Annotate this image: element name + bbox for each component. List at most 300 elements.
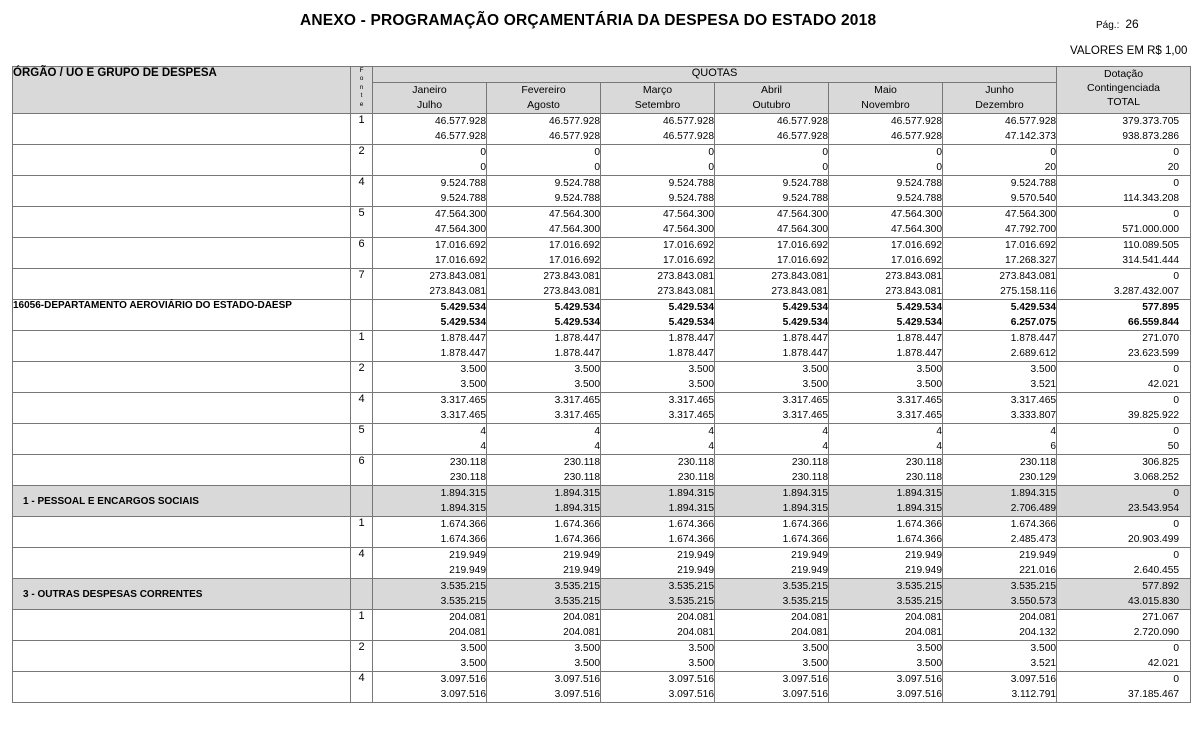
- org-cell: [13, 641, 351, 672]
- value-bottom: 3.097.516: [896, 689, 942, 700]
- value-top: 273.843.081: [543, 271, 600, 282]
- value-top: 3.097.516: [554, 674, 600, 685]
- value-top: 1.878.447: [1010, 333, 1057, 344]
- org-cell: [13, 424, 351, 455]
- value-bottom: 1.894.315: [668, 503, 714, 514]
- value-top: 3.500: [1030, 364, 1057, 375]
- value-top: 4: [1050, 426, 1057, 437]
- value-bottom: 204.081: [563, 627, 600, 638]
- value-bottom: 3.535.215: [782, 596, 828, 607]
- quota-cell: [487, 486, 601, 517]
- value-bottom: 0: [594, 162, 600, 173]
- value-top: 3.097.516: [440, 674, 486, 685]
- value-bottom: 47.564.300: [663, 224, 714, 235]
- fonte-letter: t: [360, 92, 363, 100]
- month-bottom: Dezembro: [975, 99, 1024, 111]
- value-bottom: 3.317.465: [896, 410, 942, 421]
- value-top: 0: [480, 147, 486, 158]
- quota-cell: [487, 300, 601, 331]
- quota-cell: [715, 238, 829, 269]
- fonte-row: [13, 331, 1191, 362]
- value-top: 3.500: [1030, 643, 1057, 654]
- dotacao-cell: [1057, 517, 1191, 548]
- value-top: 9.524.788: [668, 178, 714, 189]
- value-bottom: 17.268.327: [1005, 255, 1057, 266]
- month-top: Maio: [874, 84, 897, 96]
- quota-cell: [373, 114, 487, 145]
- value-top: 46.577.928: [777, 116, 828, 127]
- quota-cell: [943, 672, 1057, 703]
- value-top: 46.577.928: [891, 116, 942, 127]
- org-cell: [13, 517, 351, 548]
- fonte-cell: 1: [351, 114, 373, 145]
- value-bottom: 275.158.116: [1000, 286, 1057, 297]
- value-top: 3.500: [688, 643, 714, 654]
- value-top: 0: [1050, 147, 1057, 158]
- currency-note: VALORES EM R$ 1,00: [1070, 45, 1188, 57]
- value-bottom: 42.021: [1147, 379, 1180, 390]
- value-bottom: 47.792.700: [1005, 224, 1057, 235]
- value-bottom: 4: [708, 441, 714, 452]
- page-indicator: [1096, 17, 1139, 31]
- value-bottom: 3.550.573: [1010, 596, 1057, 607]
- value-top: 17.016.692: [663, 240, 714, 251]
- quota-cell: [943, 424, 1057, 455]
- value-bottom: 43.015.830: [1128, 596, 1180, 607]
- value-top: 219.949: [1019, 550, 1057, 561]
- quota-cell: [601, 145, 715, 176]
- quota-cell: [487, 331, 601, 362]
- month-bottom: Setembro: [634, 99, 681, 111]
- value-bottom: 1.894.315: [440, 503, 486, 514]
- quota-cell: [373, 207, 487, 238]
- quota-cell: [487, 145, 601, 176]
- quota-cell: [373, 579, 487, 610]
- value-top: 273.843.081: [657, 271, 714, 282]
- month-bottom: Agosto: [527, 99, 560, 111]
- value-top: 3.317.465: [782, 395, 828, 406]
- value-top: 3.317.465: [668, 395, 714, 406]
- quota-cell: [829, 393, 943, 424]
- quota-cell: [373, 300, 487, 331]
- month-top: Fevereiro: [521, 84, 566, 96]
- value-top: 1.674.366: [554, 519, 600, 530]
- value-bottom: 204.081: [677, 627, 714, 638]
- quota-cell: [601, 424, 715, 455]
- value-bottom: 3.500: [802, 658, 828, 669]
- quota-cell: [601, 362, 715, 393]
- value-top: 1.674.366: [1010, 519, 1057, 530]
- value-bottom: 46.577.928: [549, 131, 600, 142]
- org-cell: [13, 145, 351, 176]
- value-bottom: 114.343.208: [1123, 193, 1180, 204]
- value-top: 230.118: [563, 457, 600, 468]
- value-bottom: 1.878.447: [782, 348, 828, 359]
- fonte-letter: o: [359, 75, 364, 83]
- budget-table: [12, 66, 1191, 703]
- value-bottom: 47.564.300: [891, 224, 942, 235]
- value-bottom: 204.081: [905, 627, 942, 638]
- value-bottom: 17.016.692: [435, 255, 486, 266]
- value-top: 17.016.692: [549, 240, 600, 251]
- org-cell: [13, 238, 351, 269]
- value-bottom: 3.097.516: [440, 689, 486, 700]
- fonte-row: [13, 672, 1191, 703]
- value-top: 4: [822, 426, 828, 437]
- value-bottom: 2.720.090: [1133, 627, 1180, 638]
- value-bottom: 219.949: [449, 565, 486, 576]
- fonte-cell: 2: [351, 145, 373, 176]
- month-top: Abril: [760, 84, 782, 96]
- value-top: 1.894.315: [1010, 488, 1057, 499]
- value-bottom: 3.500: [460, 379, 486, 390]
- org-cell: [13, 455, 351, 486]
- value-top: 1.878.447: [440, 333, 486, 344]
- value-top: 4: [480, 426, 486, 437]
- quota-cell: [601, 455, 715, 486]
- dotacao-cell: [1057, 486, 1191, 517]
- page-number: 26: [1125, 17, 1139, 31]
- value-bottom: 3.112.791: [1011, 689, 1057, 700]
- value-top: 0: [1173, 674, 1180, 685]
- value-bottom: 273.843.081: [771, 286, 828, 297]
- value-bottom: 2.485.473: [1010, 534, 1057, 545]
- quota-cell: [487, 579, 601, 610]
- value-bottom: 1.878.447: [440, 348, 486, 359]
- value-top: 1.894.315: [896, 488, 942, 499]
- value-bottom: 20: [1044, 162, 1057, 173]
- value-bottom: 23.623.599: [1128, 348, 1180, 359]
- value-top: 9.524.788: [1010, 178, 1057, 189]
- fonte-letter: F: [359, 67, 364, 74]
- value-top: 219.949: [677, 550, 714, 561]
- quota-cell: [943, 362, 1057, 393]
- value-top: 204.081: [677, 612, 714, 623]
- month-column-header: [829, 83, 943, 114]
- value-bottom: 204.081: [449, 627, 486, 638]
- value-top: 230.118: [905, 457, 942, 468]
- value-top: 219.949: [905, 550, 942, 561]
- value-top: 3.500: [574, 643, 600, 654]
- value-top: 5.429.534: [554, 302, 600, 313]
- value-top: 3.535.215: [782, 581, 828, 592]
- value-bottom: 230.118: [677, 472, 714, 483]
- value-top: 1.674.366: [896, 519, 942, 530]
- value-bottom: 3.500: [460, 658, 486, 669]
- org-cell: [13, 672, 351, 703]
- org-cell: 1 - PESSOAL E ENCARGOS SOCIAIS: [13, 486, 351, 517]
- fonte-cell: 4: [351, 672, 373, 703]
- value-top: 204.081: [563, 612, 600, 623]
- quota-cell: [943, 207, 1057, 238]
- fonte-row: [13, 610, 1191, 641]
- month-bottom: Julho: [416, 99, 443, 111]
- value-bottom: 3.317.465: [782, 410, 828, 421]
- value-top: 3.500: [802, 643, 828, 654]
- group-row: [13, 579, 1191, 610]
- quota-cell: [487, 424, 601, 455]
- value-bottom: 66.559.844: [1128, 317, 1180, 328]
- value-bottom: 219.949: [563, 565, 600, 576]
- fonte-cell: 1: [351, 331, 373, 362]
- quota-cell: [487, 207, 601, 238]
- table-header-row-1: [13, 67, 1191, 83]
- value-top: 0: [1173, 519, 1180, 530]
- value-bottom: 230.129: [1019, 472, 1057, 483]
- quota-cell: [829, 455, 943, 486]
- value-bottom: 3.068.252: [1133, 472, 1180, 483]
- value-top: 577.895: [1142, 302, 1180, 313]
- value-bottom: 6: [1050, 441, 1057, 452]
- value-top: 0: [936, 147, 942, 158]
- quota-cell: [715, 114, 829, 145]
- value-bottom: 5.429.534: [440, 317, 486, 328]
- value-top: 3.097.516: [782, 674, 828, 685]
- org-cell: 16056-DEPARTAMENTO AEROVIÁRIO DO ESTADO-DAESP: [13, 300, 351, 331]
- value-bottom: 3.097.516: [668, 689, 714, 700]
- dotacao-line: TOTAL: [1107, 96, 1140, 108]
- value-top: 3.317.465: [896, 395, 942, 406]
- value-bottom: 219.949: [905, 565, 942, 576]
- value-bottom: 219.949: [791, 565, 828, 576]
- value-top: 0: [1173, 209, 1180, 220]
- quota-cell: [487, 672, 601, 703]
- value-bottom: 47.564.300: [549, 224, 600, 235]
- value-top: 273.843.081: [999, 271, 1057, 282]
- quota-cell: [373, 672, 487, 703]
- quota-cell: [601, 393, 715, 424]
- dotacao-cell: [1057, 672, 1191, 703]
- value-bottom: 9.524.788: [554, 193, 600, 204]
- fonte-cell: 5: [351, 424, 373, 455]
- value-top: 230.118: [677, 457, 714, 468]
- value-top: 0: [1173, 426, 1180, 437]
- month-column-header: [487, 83, 601, 114]
- value-bottom: 1.894.315: [554, 503, 600, 514]
- value-top: 47.564.300: [777, 209, 828, 220]
- value-bottom: 5.429.534: [782, 317, 828, 328]
- quota-cell: [829, 486, 943, 517]
- month-top: Junho: [985, 84, 1014, 96]
- value-top: 204.081: [449, 612, 486, 623]
- fonte-row: [13, 393, 1191, 424]
- quota-cell: [829, 641, 943, 672]
- value-bottom: 9.524.788: [782, 193, 828, 204]
- fonte-cell: 1: [351, 517, 373, 548]
- value-top: 3.317.465: [1010, 395, 1057, 406]
- quota-cell: [601, 641, 715, 672]
- dotacao-cell: [1057, 114, 1191, 145]
- value-top: 219.949: [449, 550, 486, 561]
- quota-cell: [829, 207, 943, 238]
- quota-cell: [829, 424, 943, 455]
- value-top: 273.843.081: [885, 271, 942, 282]
- value-top: 230.118: [1019, 457, 1057, 468]
- org-column-header: ÓRGÃO / UO E GRUPO DE DESPESA: [13, 67, 351, 114]
- fonte-row: [13, 362, 1191, 393]
- value-bottom: 1.674.366: [896, 534, 942, 545]
- value-top: 110.089.505: [1123, 240, 1180, 251]
- quota-cell: [373, 269, 487, 300]
- fonte-cell: [351, 579, 373, 610]
- fonte-cell: 5: [351, 207, 373, 238]
- quota-cell: [715, 579, 829, 610]
- quota-cell: [715, 269, 829, 300]
- value-top: 5.429.534: [1010, 302, 1057, 313]
- value-top: 271.067: [1142, 612, 1180, 623]
- value-bottom: 230.118: [449, 472, 486, 483]
- value-bottom: 3.500: [574, 379, 600, 390]
- value-bottom: 4: [594, 441, 600, 452]
- value-top: 3.500: [460, 643, 486, 654]
- quota-cell: [943, 238, 1057, 269]
- fonte-cell: 4: [351, 393, 373, 424]
- quota-cell: [601, 579, 715, 610]
- value-bottom: 3.500: [688, 379, 714, 390]
- fonte-row: [13, 455, 1191, 486]
- value-top: 46.577.928: [1005, 116, 1057, 127]
- value-bottom: 1.878.447: [668, 348, 714, 359]
- value-top: 3.535.215: [554, 581, 600, 592]
- value-top: 17.016.692: [891, 240, 942, 251]
- value-bottom: 20.903.499: [1128, 534, 1180, 545]
- quota-cell: [601, 486, 715, 517]
- fonte-cell: 4: [351, 548, 373, 579]
- quota-cell: [601, 300, 715, 331]
- value-top: 0: [1173, 488, 1180, 499]
- quota-cell: [943, 269, 1057, 300]
- quota-cell: [715, 176, 829, 207]
- org-cell: [13, 331, 351, 362]
- quota-cell: [829, 114, 943, 145]
- org-cell: 3 - OUTRAS DESPESAS CORRENTES: [13, 579, 351, 610]
- value-top: 3.535.215: [896, 581, 942, 592]
- quota-cell: [487, 641, 601, 672]
- value-bottom: 3.500: [802, 379, 828, 390]
- value-bottom: 9.524.788: [668, 193, 714, 204]
- quota-cell: [943, 610, 1057, 641]
- quota-cell: [829, 145, 943, 176]
- fonte-cell: 1: [351, 610, 373, 641]
- value-top: 0: [1173, 271, 1180, 282]
- fonte-cell: 7: [351, 269, 373, 300]
- value-bottom: 0: [708, 162, 714, 173]
- quota-cell: [715, 300, 829, 331]
- value-top: 0: [1173, 550, 1180, 561]
- dotacao-cell: [1057, 238, 1191, 269]
- quota-cell: [487, 238, 601, 269]
- value-top: 9.524.788: [782, 178, 828, 189]
- quota-cell: [829, 610, 943, 641]
- value-top: 4: [708, 426, 714, 437]
- quota-cell: [715, 517, 829, 548]
- value-top: 9.524.788: [554, 178, 600, 189]
- value-bottom: 4: [936, 441, 942, 452]
- dotacao-cell: [1057, 455, 1191, 486]
- value-top: 3.535.215: [1010, 581, 1057, 592]
- value-bottom: 5.429.534: [896, 317, 942, 328]
- fonte-row: [13, 114, 1191, 145]
- value-top: 204.081: [791, 612, 828, 623]
- fonte-cell: [351, 486, 373, 517]
- fonte-cell: [351, 300, 373, 331]
- value-top: 3.317.465: [554, 395, 600, 406]
- value-bottom: 230.118: [791, 472, 828, 483]
- quota-cell: [601, 517, 715, 548]
- value-top: 1.894.315: [782, 488, 828, 499]
- value-bottom: 1.878.447: [554, 348, 600, 359]
- value-bottom: 1.894.315: [782, 503, 828, 514]
- quota-cell: [487, 517, 601, 548]
- value-bottom: 47.142.373: [1005, 131, 1057, 142]
- value-bottom: 23.543.954: [1128, 503, 1180, 514]
- quota-cell: [715, 424, 829, 455]
- value-top: 3.500: [802, 364, 828, 375]
- quota-cell: [715, 486, 829, 517]
- value-bottom: 273.843.081: [657, 286, 714, 297]
- value-top: 306.825: [1142, 457, 1180, 468]
- value-top: 3.500: [574, 364, 600, 375]
- value-top: 1.894.315: [554, 488, 600, 499]
- quota-cell: [487, 548, 601, 579]
- value-top: 271.070: [1142, 333, 1180, 344]
- quota-cell: [715, 207, 829, 238]
- value-top: 3.500: [688, 364, 714, 375]
- quota-cell: [715, 641, 829, 672]
- value-top: 3.500: [916, 364, 942, 375]
- value-top: 1.674.366: [668, 519, 714, 530]
- value-bottom: 17.016.692: [777, 255, 828, 266]
- quota-cell: [943, 145, 1057, 176]
- fonte-row: [13, 641, 1191, 672]
- value-top: 0: [594, 147, 600, 158]
- value-top: 379.373.705: [1122, 116, 1180, 127]
- value-top: 273.843.081: [771, 271, 828, 282]
- value-top: 5.429.534: [440, 302, 486, 313]
- value-bottom: 3.097.516: [782, 689, 828, 700]
- dotacao-column-header: [1057, 67, 1191, 114]
- quota-cell: [829, 238, 943, 269]
- value-bottom: 1.878.447: [896, 348, 942, 359]
- quota-cell: [829, 269, 943, 300]
- quota-cell: [943, 579, 1057, 610]
- value-top: 1.894.315: [440, 488, 486, 499]
- quota-cell: [943, 393, 1057, 424]
- quota-cell: [829, 548, 943, 579]
- value-bottom: 9.524.788: [896, 193, 942, 204]
- value-bottom: 230.118: [563, 472, 600, 483]
- fonte-cell: 4: [351, 176, 373, 207]
- quota-cell: [487, 393, 601, 424]
- dotacao-line: Dotação: [1103, 68, 1144, 80]
- value-bottom: 273.843.081: [543, 286, 600, 297]
- dotacao-line: Contingenciada: [1087, 82, 1161, 94]
- value-top: 9.524.788: [440, 178, 486, 189]
- value-bottom: 1.894.315: [896, 503, 942, 514]
- value-top: 47.564.300: [663, 209, 714, 220]
- dotacao-cell: [1057, 207, 1191, 238]
- value-top: 1.674.366: [782, 519, 828, 530]
- org-cell: [13, 207, 351, 238]
- org-cell: [13, 610, 351, 641]
- fonte-cell: 2: [351, 362, 373, 393]
- quota-cell: [601, 238, 715, 269]
- month-column-header: [373, 83, 487, 114]
- value-bottom: 6.257.075: [1010, 317, 1057, 328]
- value-bottom: 4: [480, 441, 486, 452]
- org-cell: [13, 176, 351, 207]
- quota-cell: [601, 269, 715, 300]
